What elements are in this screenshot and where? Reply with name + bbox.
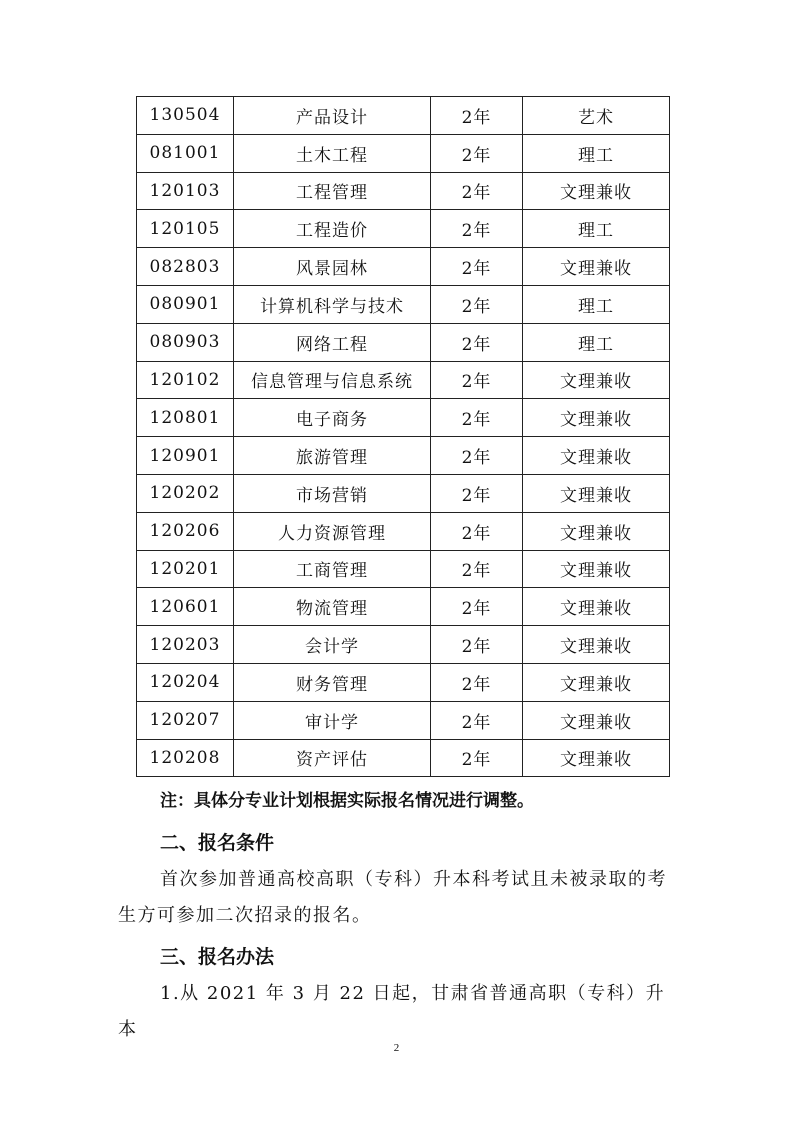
duration-cell: 2年	[431, 626, 523, 664]
major-code-cell: 120202	[137, 474, 234, 512]
major-name-cell: 会计学	[234, 626, 431, 664]
category-cell: 文理兼收	[523, 588, 670, 626]
major-name-cell: 财务管理	[234, 663, 431, 701]
major-code-cell: 082803	[137, 248, 234, 286]
duration-cell: 2年	[431, 134, 523, 172]
category-cell: 艺术	[523, 97, 670, 135]
major-code-cell: 120601	[137, 588, 234, 626]
table-row	[137, 285, 670, 323]
category-cell: 文理兼收	[523, 701, 670, 739]
registration-method-paragraph: 1.从 2021 年 3 月 22 日起，甘肃省普通高职（专科）升本	[118, 983, 666, 1040]
major-name-cell: 计算机科学与技术	[234, 285, 431, 323]
duration-cell: 2年	[431, 248, 523, 286]
page-number: 2	[393, 1042, 400, 1054]
duration-cell: 2年	[431, 739, 523, 777]
category-cell: 文理兼收	[523, 399, 670, 437]
major-name-cell: 信息管理与信息系统	[234, 361, 431, 399]
major-code-cell: 120201	[137, 550, 234, 588]
major-name-cell: 工商管理	[234, 550, 431, 588]
duration-cell: 2年	[431, 172, 523, 210]
table-row	[137, 172, 670, 210]
major-code-cell: 120203	[137, 626, 234, 664]
major-name-cell: 市场营销	[234, 474, 431, 512]
category-cell: 文理兼收	[523, 361, 670, 399]
major-name-cell: 人力资源管理	[234, 512, 431, 550]
category-cell: 文理兼收	[523, 550, 670, 588]
section-heading-registration-method: 三、报名办法	[160, 946, 275, 968]
major-name-cell: 旅游管理	[234, 437, 431, 475]
duration-cell: 2年	[431, 361, 523, 399]
major-name-cell: 审计学	[234, 701, 431, 739]
major-code-cell: 120208	[137, 739, 234, 777]
duration-cell: 2年	[431, 210, 523, 248]
major-name-cell: 工程造价	[234, 210, 431, 248]
duration-cell: 2年	[431, 512, 523, 550]
major-code-cell: 130504	[137, 97, 234, 135]
table-row	[137, 210, 670, 248]
major-name-cell: 风景园林	[234, 248, 431, 286]
major-name-cell: 产品设计	[234, 97, 431, 135]
major-code-cell: 120901	[137, 437, 234, 475]
majors-table-body	[137, 97, 670, 777]
category-cell: 理工	[523, 134, 670, 172]
duration-cell: 2年	[431, 701, 523, 739]
major-code-cell: 120204	[137, 663, 234, 701]
table-row	[137, 248, 670, 286]
major-name-cell: 土木工程	[234, 134, 431, 172]
table-row	[137, 399, 670, 437]
category-cell: 文理兼收	[523, 512, 670, 550]
table-row	[137, 588, 670, 626]
duration-cell: 2年	[431, 323, 523, 361]
duration-cell: 2年	[431, 663, 523, 701]
table-note: 注：具体分专业计划根据实际报名情况进行调整。	[160, 791, 534, 811]
duration-cell: 2年	[431, 97, 523, 135]
category-cell: 文理兼收	[523, 248, 670, 286]
table-row	[137, 134, 670, 172]
section-heading-registration-conditions: 二、报名条件	[160, 832, 275, 854]
category-cell: 理工	[523, 210, 670, 248]
category-cell: 文理兼收	[523, 437, 670, 475]
major-code-cell: 120103	[137, 172, 234, 210]
table-row	[137, 361, 670, 399]
major-code-cell: 080903	[137, 323, 234, 361]
category-cell: 文理兼收	[523, 739, 670, 777]
major-code-cell: 120207	[137, 701, 234, 739]
major-code-cell: 081001	[137, 134, 234, 172]
major-name-cell: 工程管理	[234, 172, 431, 210]
table-row	[137, 739, 670, 777]
category-cell: 文理兼收	[523, 626, 670, 664]
table-row	[137, 437, 670, 475]
duration-cell: 2年	[431, 285, 523, 323]
duration-cell: 2年	[431, 588, 523, 626]
table-row	[137, 701, 670, 739]
major-code-cell: 120206	[137, 512, 234, 550]
major-name-cell: 物流管理	[234, 588, 431, 626]
table-row	[137, 474, 670, 512]
category-cell: 文理兼收	[523, 663, 670, 701]
table-row	[137, 323, 670, 361]
duration-cell: 2年	[431, 550, 523, 588]
table-row	[137, 97, 670, 135]
major-name-cell: 电子商务	[234, 399, 431, 437]
majors-table	[136, 96, 670, 777]
category-cell: 文理兼收	[523, 474, 670, 512]
registration-conditions-paragraph: 首次参加普通高校高职（专科）升本科考试且未被录取的考生方可参加二次招录的报名。	[118, 869, 667, 926]
duration-cell: 2年	[431, 399, 523, 437]
major-code-cell: 080901	[137, 285, 234, 323]
table-row	[137, 550, 670, 588]
duration-cell: 2年	[431, 437, 523, 475]
category-cell: 理工	[523, 323, 670, 361]
major-name-cell: 网络工程	[234, 323, 431, 361]
table-row	[137, 663, 670, 701]
major-code-cell: 120105	[137, 210, 234, 248]
table-row	[137, 626, 670, 664]
major-code-cell: 120801	[137, 399, 234, 437]
category-cell: 文理兼收	[523, 172, 670, 210]
table-row	[137, 512, 670, 550]
major-name-cell: 资产评估	[234, 739, 431, 777]
category-cell: 理工	[523, 285, 670, 323]
duration-cell: 2年	[431, 474, 523, 512]
major-code-cell: 120102	[137, 361, 234, 399]
